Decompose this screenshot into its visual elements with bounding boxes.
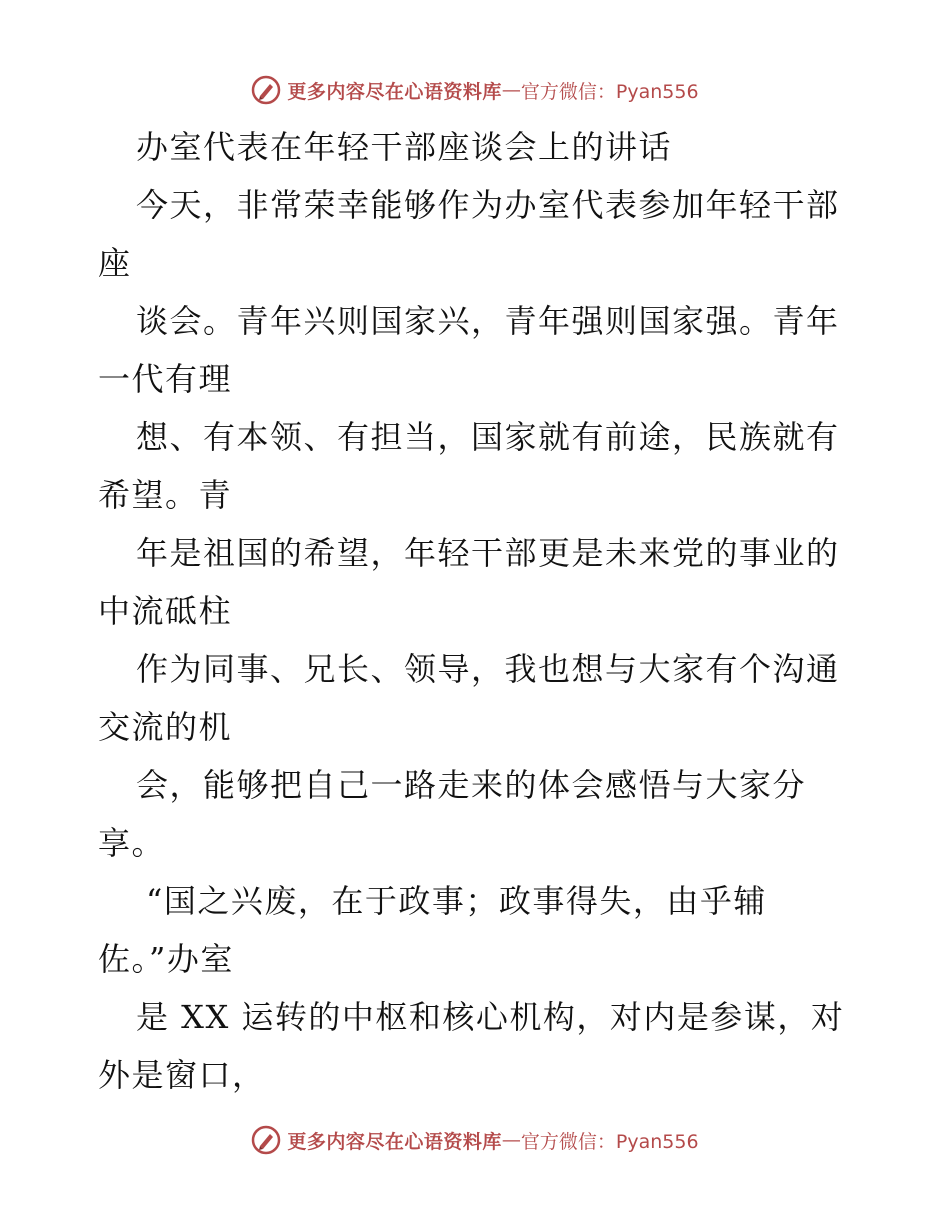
banner-contact: 官方微信：Pyan556 — [520, 80, 699, 103]
banner-text: 更多内容尽在心语资料库 — [287, 1130, 502, 1153]
text-line: 外是窗口， — [98, 1056, 266, 1094]
text-line: 一代有理 — [98, 360, 233, 398]
text-line: 交流的机 — [98, 708, 233, 746]
pen-logo-icon — [251, 1125, 281, 1155]
banner-text: 更多内容尽在心语资料库 — [287, 80, 502, 103]
document-title: 办室代表在年轻干部座谈会上的讲话 — [136, 128, 673, 166]
text-line: 享。 — [98, 824, 166, 862]
text-line: “国之兴废，在于政事；政事得失，由乎辅 — [146, 882, 767, 920]
pen-logo-icon — [251, 75, 281, 105]
text-line: 希望。青 — [98, 476, 233, 514]
text-line: 想、有本领、有担当，国家就有前途，民族就有 — [136, 418, 840, 456]
text-line: 谈会。青年兴则国家兴，青年强则国家强。青年 — [136, 302, 840, 340]
footer-banner — [0, 1120, 950, 1160]
text-line: 座 — [98, 244, 132, 282]
text-line: 佐。”办室 — [98, 940, 234, 978]
text-line: 会，能够把自己一路走来的体会感悟与大家分 — [136, 766, 807, 804]
text-line: 中流砥柱 — [98, 592, 233, 630]
document-body — [98, 118, 858, 1104]
banner-separator: — — [501, 79, 521, 101]
text-line: 作为同事、兄长、领导，我也想与大家有个沟通 — [136, 650, 840, 688]
header-banner — [0, 70, 950, 110]
banner-separator: — — [501, 1129, 521, 1151]
banner-contact: 官方微信：Pyan556 — [520, 1130, 699, 1153]
text-line: 是 XX 运转的中枢和核心机构，对内是参谋，对 — [136, 998, 845, 1036]
text-line: 今天，非常荣幸能够作为办室代表参加年轻干部 — [136, 186, 840, 224]
text-line: 年是祖国的希望，年轻干部更是未来党的事业的 — [136, 534, 840, 572]
